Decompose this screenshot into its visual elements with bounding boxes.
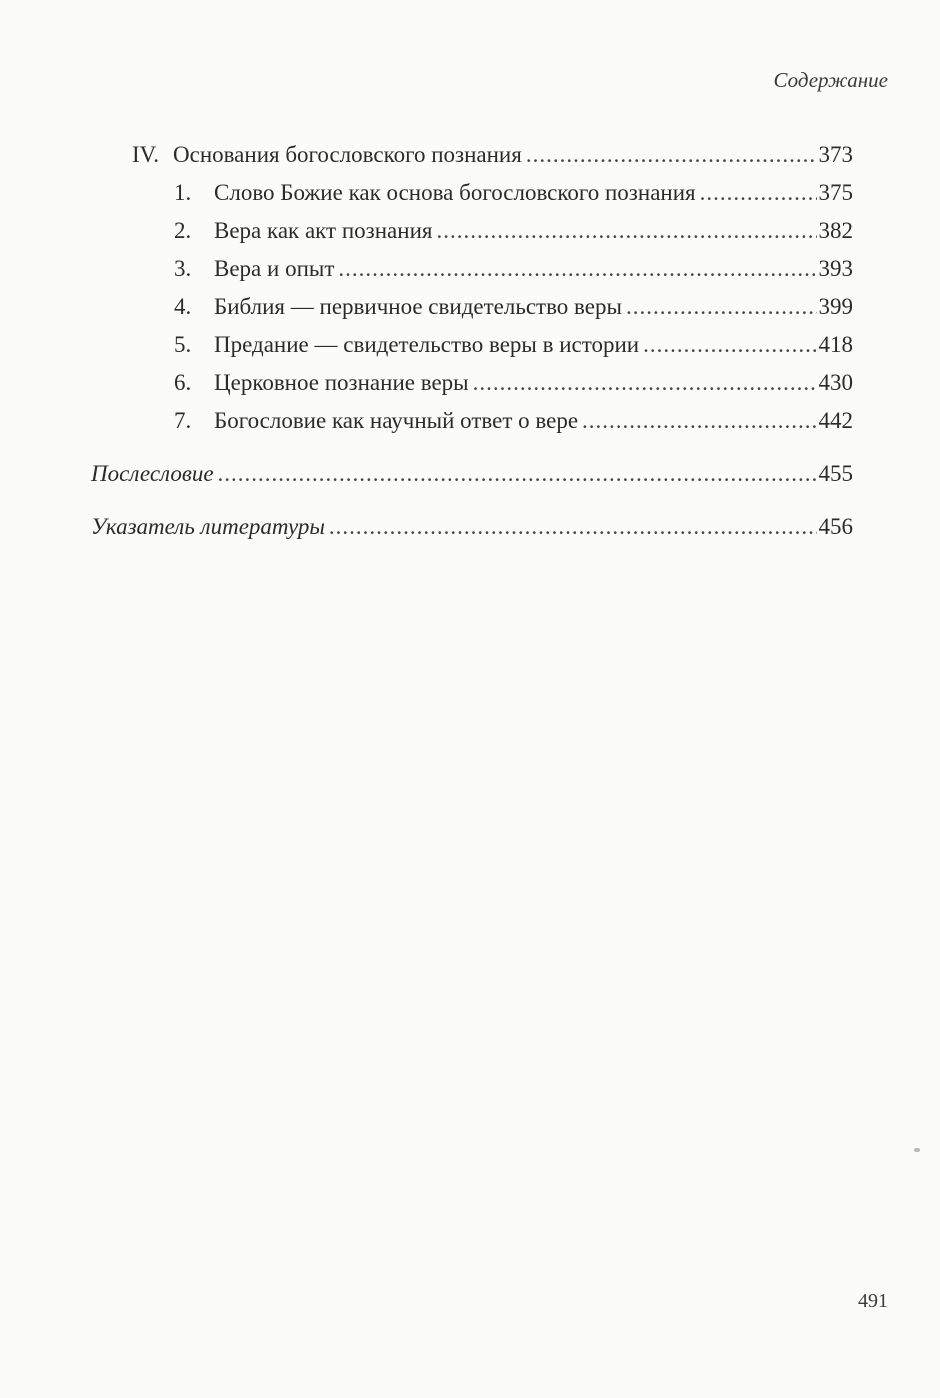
toc-item bbox=[174, 216, 853, 246]
toc-item-page: 442 bbox=[818, 408, 853, 433]
toc-section-number: IV. bbox=[132, 142, 160, 167]
toc-bibliography-title: Указатель литературы bbox=[91, 514, 325, 539]
toc-item-number: 6. bbox=[174, 370, 192, 395]
toc-leader-dots bbox=[526, 140, 817, 170]
toc-item-title: Предание — свидетельство веры в истории bbox=[214, 332, 640, 357]
toc-item-number: 3. bbox=[174, 256, 192, 281]
running-header: Содержание bbox=[773, 68, 888, 92]
toc-item-page: 399 bbox=[818, 294, 853, 319]
toc-item bbox=[174, 330, 853, 360]
toc-item-number: 4. bbox=[174, 294, 192, 319]
toc-item-page: 418 bbox=[818, 332, 853, 357]
toc-item bbox=[174, 292, 853, 322]
toc-item-number: 1. bbox=[174, 180, 192, 205]
toc-afterword-page: 455 bbox=[818, 461, 853, 486]
toc-afterword-title: Послесловие bbox=[91, 461, 214, 486]
toc-item-title: Библия — первичное свидетельство веры bbox=[214, 294, 622, 319]
paper-speck bbox=[914, 1148, 920, 1152]
toc-item-title: Вера как акт познания bbox=[214, 218, 433, 243]
toc-item-title: Богословие как научный ответ о вере bbox=[214, 408, 579, 433]
toc-leader-dots bbox=[218, 459, 817, 489]
toc-item-number: 7. bbox=[174, 408, 192, 433]
toc-leader-dots bbox=[700, 178, 817, 208]
toc-leader-dots bbox=[338, 254, 816, 284]
toc-leader-dots bbox=[626, 292, 817, 322]
toc-item-number: 2. bbox=[174, 218, 192, 243]
toc-item-page: 382 bbox=[818, 218, 853, 243]
toc-item-page: 375 bbox=[818, 180, 853, 205]
toc-section-page: 373 bbox=[818, 142, 853, 167]
toc-item-title: Вера и опыт bbox=[214, 256, 335, 281]
toc-leader-dots bbox=[643, 330, 816, 360]
toc-bibliography bbox=[91, 512, 853, 542]
toc-leader-dots bbox=[582, 406, 816, 436]
toc-afterword bbox=[91, 459, 853, 489]
toc-item bbox=[174, 178, 853, 208]
toc-leader-dots bbox=[329, 512, 817, 542]
page-number: 491 bbox=[858, 1290, 888, 1312]
toc-leader-dots bbox=[436, 216, 816, 246]
toc-item-number: 5. bbox=[174, 332, 192, 357]
toc-section-heading bbox=[132, 140, 853, 170]
toc-item bbox=[174, 254, 853, 284]
toc-leader-dots bbox=[473, 368, 817, 398]
toc-bibliography-page: 456 bbox=[818, 514, 853, 539]
toc-item-page: 430 bbox=[818, 370, 853, 395]
toc-section-title: Основания богословского познания bbox=[173, 142, 522, 167]
toc-item-title: Слово Божие как основа богословского познания bbox=[214, 180, 696, 205]
toc-item-page: 393 bbox=[818, 256, 853, 281]
toc-item bbox=[174, 406, 853, 436]
toc-item bbox=[174, 368, 853, 398]
toc-item-title: Церковное познание веры bbox=[214, 370, 469, 395]
